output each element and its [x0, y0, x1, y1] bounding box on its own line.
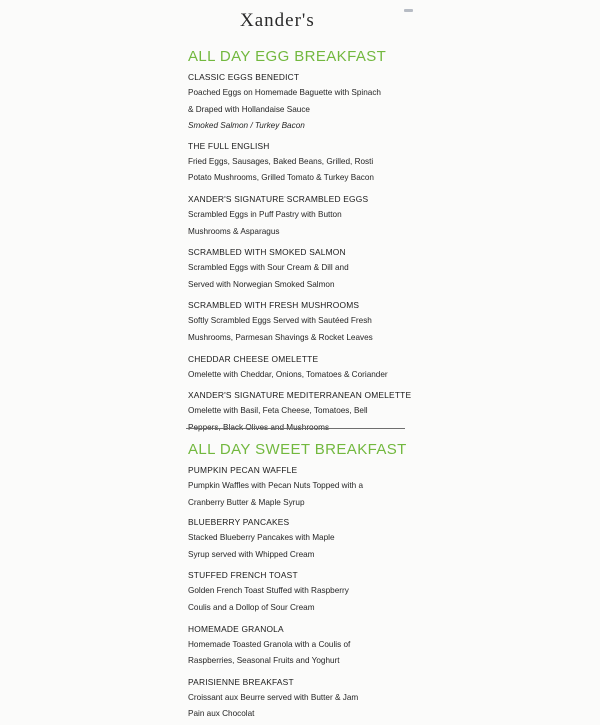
menu-item-description: Cranberry Butter & Maple Syrup	[188, 497, 305, 507]
scan-mark	[404, 9, 413, 12]
menu-item-description: & Draped with Hollandaise Sauce	[188, 104, 310, 114]
menu-item	[188, 191, 448, 240]
menu-item-description: Potato Mushrooms, Grilled Tomato & Turkey Bacon	[188, 173, 374, 183]
menu-item-description: Homemade Toasted Granola with a Coulis of	[188, 639, 351, 649]
menu-item-name: PARISIENNE BREAKFAST	[188, 676, 294, 687]
menu-item-name: SCRAMBLED WITH SMOKED SALMON	[188, 247, 346, 258]
menu-item	[188, 567, 448, 616]
section-title-egg-breakfast: ALL DAY EGG BREAKFAST	[188, 48, 387, 65]
section-title-sweet-breakfast: ALL DAY SWEET BREAKFAST	[188, 441, 407, 458]
menu-item-description: Coulis and a Dollop of Sour Cream	[188, 602, 315, 612]
section-divider	[186, 428, 405, 429]
menu-item-description: Golden French Toast Stuffed with Raspberry	[188, 586, 349, 596]
menu-item-name: THE FULL ENGLISH	[188, 140, 270, 151]
menu-item-description: Croissant aux Beurre served with Butter & Jam	[188, 692, 359, 702]
menu-item-description: Stacked Blueberry Pancakes with Maple	[188, 533, 335, 543]
menu-item-description: Omelette with Cheddar, Onions, Tomatoes & Coriander	[188, 369, 388, 379]
egg-breakfast-items	[188, 69, 448, 436]
menu-item	[188, 138, 448, 187]
menu-item-name: HOMEMADE GRANOLA	[188, 623, 284, 634]
menu-item-description: Syrup served with Whipped Cream	[188, 549, 315, 559]
menu-item-name: SCRAMBLED WITH FRESH MUSHROOMS	[188, 300, 360, 311]
menu-item-description: Pumpkin Waffles with Pecan Nuts Topped with a	[188, 481, 364, 490]
menu-item-description: Peppers, Black Olives and Mushrooms	[188, 422, 330, 432]
menu-item	[188, 462, 448, 511]
menu-item-name: PUMPKIN PECAN WAFFLE	[188, 465, 298, 475]
menu-item-description: Mushrooms, Parmesan Shavings & Rocket Leaves	[188, 332, 373, 342]
menu-item	[188, 244, 448, 293]
menu-item-option-note: Smoked Salmon / Turkey Bacon	[188, 121, 305, 131]
menu-item-description: Poached Eggs on Homemade Baguette with Spinach	[188, 88, 381, 97]
menu-item-name: CHEDDAR CHEESE OMELETTE	[188, 353, 319, 364]
menu-item-name: STUFFED FRENCH TOAST	[188, 570, 298, 581]
restaurant-logo: Xander's	[240, 10, 315, 31]
menu-item	[188, 297, 448, 346]
menu-item-description: Softly Scrambled Eggs Served with Sautéed Fresh	[188, 316, 372, 326]
menu-item-description: Omelette with Basil, Feta Cheese, Tomatoes, Bell	[188, 406, 368, 416]
menu-item-name: BLUEBERRY PANCAKES	[188, 517, 290, 528]
menu-item	[188, 674, 448, 723]
menu-item-description: Mushrooms & Asparagus	[188, 226, 280, 236]
menu-item-description: Scrambled Eggs with Sour Cream & Dill and	[188, 263, 349, 273]
menu-item	[188, 69, 448, 135]
menu-item	[188, 351, 448, 384]
menu-item-name: XANDER'S SIGNATURE SCRAMBLED EGGS	[188, 193, 369, 204]
menu-item-description: Scrambled Eggs in Puff Pastry with Button	[188, 209, 342, 219]
menu-item-name: CLASSIC EGGS BENEDICT	[188, 72, 300, 82]
sweet-breakfast-items	[188, 462, 448, 723]
menu-item-description: Served with Norwegian Smoked Salmon	[188, 279, 335, 289]
menu-item-description: Pain aux Chocolat	[188, 709, 255, 719]
menu-item-name: XANDER'S SIGNATURE MEDITERRANEAN OMELETTE	[188, 390, 412, 401]
menu-item-description: Fried Eggs, Sausages, Baked Beans, Grilled, Rosti	[188, 156, 374, 166]
menu-item-description: Raspberries, Seasonal Fruits and Yoghurt	[188, 656, 340, 666]
menu-item	[188, 514, 448, 563]
menu-item	[188, 621, 448, 670]
